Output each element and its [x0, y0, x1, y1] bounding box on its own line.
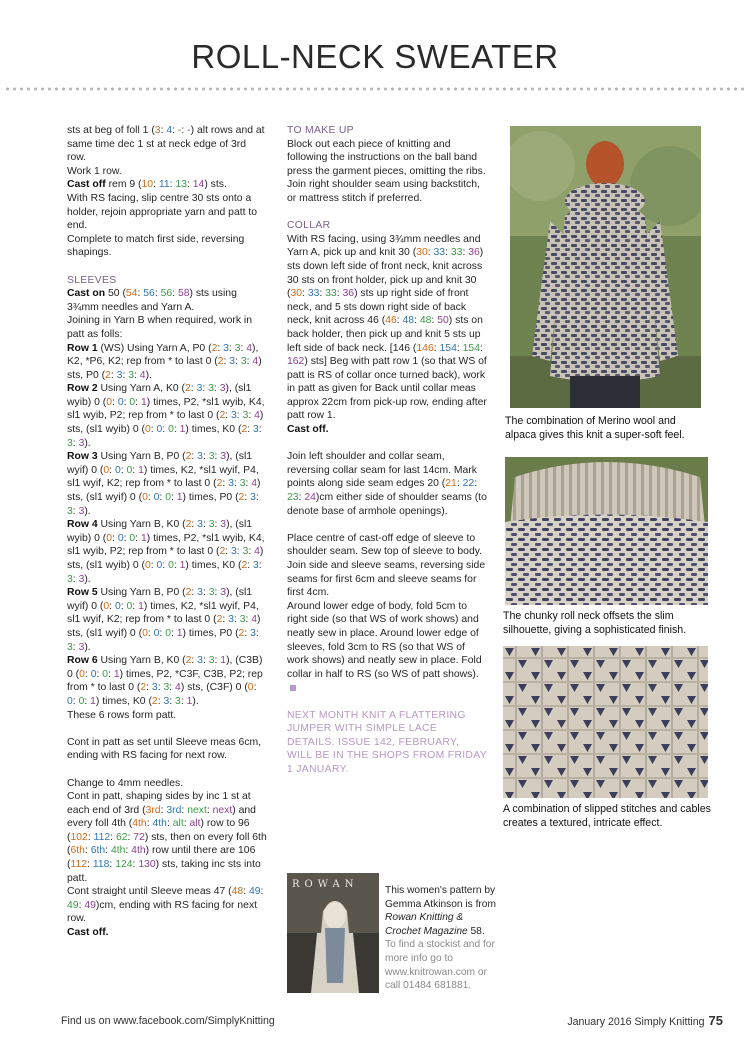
paragraph-lower-edges: Around lower edge of body, fold 5cm to right side (so that WS of work shows) and neatly sew in place. Around lower edge of sleeves, fold 3cm to RS (so that WS of work shows) and neatly sew in place. Fold collar in half to RS (so WS of patt shows).	[287, 600, 487, 695]
paragraph-cast-off-rem: Cast off rem 9 (10: 11: 13: 14) sts.	[67, 179, 227, 191]
paragraph-slip-centre: With RS facing, slip centre 30 sts onto a holder, rejoin appropriate yarn and patt to end.	[67, 192, 258, 232]
pattern-row-6: Row 6 Using Yarn B, K0 (2: 3: 3: 1), (C3B) 0 (0: 0: 0: 1) times, P2, *C3F, C3B, P2; rep from * to last 0 (2: 3: 3: 4) sts, (C3F) 0 (0: 0: 0: 1) times, K0 (2: 3: 3: 1).	[67, 655, 263, 707]
next-month-teaser: NEXT MONTH KNIT A FLATTERING JUMPER WITH SIMPLE LACE DETAILS. ISSUE 142, FEBRUARY, WILL BE IN THE SHOPS FROM FRIDAY 1 JANUARY.	[287, 709, 487, 775]
end-mark-icon	[290, 685, 296, 691]
page-number: 75	[708, 1013, 723, 1028]
paragraph-neck-shaping: sts at beg of foll 1 (3: 4: -: -) alt rows and at same time dec 1 st at neck edge of 3rd row.	[67, 125, 265, 164]
stitch-closeup-illustration	[503, 646, 708, 798]
publication-credit: This women's pattern by Gemma Atkinson is from Rowan Knitting & Crochet Magazine 58. To find a stockist and for more info go to www.knitrowan.com or call 01484 681881.	[385, 885, 496, 992]
dotted-divider	[4, 86, 746, 92]
pattern-row-2: Row 2 Using Yarn A, K0 (2: 3: 3: 3), (sl1 wyib) 0 (0: 0: 0: 1) times, P2, *sl1 wyib, K4, sl1 wyib, P2; rep from * to last 0 (2: 3: 3: 4) sts, (sl1 wyib) 0 (0: 0: 0: 1) times, K0 (2: 3: 3: 3).	[67, 383, 265, 449]
pattern-row-3: Row 3 Using Yarn B, P0 (2: 3: 3: 3), (sl1 wyif) 0 (0: 0: 0: 1) times, K2, *sl1 wyif, P4, sl1 wyif, K2; rep from * to last 0 (2: 3: 3: 4) sts, (sl1 wyif) 0 (0: 0: 0: 1) times, P0 (2: 3: 3: 3).	[67, 451, 261, 517]
paragraph-cast-on: Cast on 50 (54: 56: 56: 58) sts using 3¾mm needles and Yarn A.	[67, 288, 237, 313]
collar-detail-illustration	[505, 457, 708, 605]
pattern-row-1: Row 1 (WS) Using Yarn A, P0 (2: 3: 3: 4), K2, *P6, K2; rep from * to last 0 (2: 3: 3: 4) sts, P0 (2: 3: 3: 4).	[67, 342, 262, 381]
pattern-row-4: Row 4 Using Yarn B, K0 (2: 3: 3: 3), (sl1 wyib) 0 (0: 0: 0: 1) times, P2, *sl1 wyib, K4, sl1 wyib, P2; rep from * to last 0 (2: 3: 3: 4) sts, (sl1 wyib) 0 (0: 0: 0: 1) times, K0 (2: 3: 3: 3).	[67, 519, 265, 585]
paragraph-joining: Joining in Yarn B when required, work in patt as folls:	[67, 315, 253, 340]
paragraph-shaping-sides: Cont in patt, shaping sides by inc 1 st at each end of 3rd (3rd: 3rd: next: next) and every foll 4th (4th: 4th: alt: alt) row to 96 (102: 112: 62: 72) sts, then on every foll 6th (6th: 6th: 4th: 4th) row until there are 106 (112: 118: 124: 130) sts, taking inc sts into patt.	[67, 791, 267, 884]
paragraph-rows-form-patt: These 6 rows form patt.	[67, 709, 177, 721]
paragraph-cont-straight: Cont straight until Sleeve meas 47 (48: 49: 49: 49)cm, ending with RS facing for next row.	[67, 886, 264, 925]
footer-facebook-link[interactable]: Find us on www.facebook.com/SimplyKnitting	[61, 1015, 275, 1027]
paragraph-collar-cast-off: Cast off.	[287, 424, 329, 436]
pattern-column-2	[287, 124, 487, 777]
magazine-cover-illustration	[287, 873, 379, 993]
paragraph-change-needles: Change to 4mm needles.	[67, 777, 184, 789]
section-heading-collar: COLLAR	[287, 220, 331, 232]
photo-model-back	[510, 126, 701, 408]
photo-stitch-closeup	[503, 646, 708, 798]
paragraph-collar: With RS facing, using 3¾mm needles and Yarn A, pick up and knit 30 (30: 33: 33: 36) sts down left side of front neck, knit across 30 sts on front holder, pick up and knit 30 (30: 33: 33: 36) sts up right side of front neck, and 5 sts down right side of back neck, knit across 46 (46: 48: 48: 50) sts on back holder, then pick up and knit 5 sts up left side of back neck. [146 (146: 154: 154: 162) sts] Beg with patt row 1 (so that WS of patt is RS of collar once turned back), work in patt as given for Back until collar meas approx 22cm from pick-up row, ending after patt row 1.	[287, 233, 487, 422]
caption-2: The chunky roll neck offsets the slim silhouette, giving a sophisticated finish.	[503, 610, 687, 636]
caption-1: The combination of Merino wool and alpaca gives this knit a super-soft feel.	[505, 415, 685, 441]
paragraph-place-sleeve: Place centre of cast-off edge of sleeve to shoulder seam. Sew top of sleeve to body. Join side and sleeve seams, reversing side seams for first 6cm and sleeve seams for first 4cm.	[287, 532, 486, 599]
pattern-column-1	[67, 124, 267, 940]
caption-3: A combination of slipped stitches and cables creates a textured, intricate effect.	[503, 803, 711, 829]
section-heading-sleeves: SLEEVES	[67, 274, 117, 286]
paragraph-complete: Complete to match first side, reversing shapings.	[67, 233, 245, 259]
section-heading-make-up: TO MAKE UP	[287, 125, 354, 136]
page-title: ROLL-NECK SWEATER	[191, 38, 559, 75]
cover-brand: ROWAN	[292, 879, 359, 890]
rowan-magazine-cover	[287, 873, 379, 993]
paragraph-cont-in-patt: Cont in patt as set until Sleeve meas 6cm, ending with RS facing for next row.	[67, 736, 262, 762]
paragraph-sleeve-cast-off: Cast off.	[67, 927, 109, 939]
paragraph-join-seams: Join left shoulder and collar seam, reversing collar seam for last 14cm. Mark points along side seam edges 20 (21: 22: 23: 24)cm either side of shoulder seams (to denote base of armhole openings).	[287, 451, 487, 517]
footer-issue: January 2016 Simply Knitting 75	[567, 1013, 723, 1028]
paragraph-make-up: Block out each piece of knitting and following the instructions on the ball band press the garment pieces, omitting the ribs. Join right shoulder seam using backstitch, or mattress stitch if preferred.	[287, 138, 486, 204]
photo-collar-detail	[505, 457, 708, 605]
paragraph-work-row: Work 1 row.	[67, 165, 122, 177]
model-back-illustration	[510, 126, 701, 408]
pattern-row-5: Row 5 Using Yarn B, P0 (2: 3: 3: 3), (sl1 wyif) 0 (0: 0: 0: 1) times, K2, *sl1 wyif, P4, sl1 wyif, K2; rep from * to last 0 (2: 3: 3: 4) sts, (sl1 wyif) 0 (0: 0: 0: 1) times, P0 (2: 3: 3: 3).	[67, 587, 261, 653]
